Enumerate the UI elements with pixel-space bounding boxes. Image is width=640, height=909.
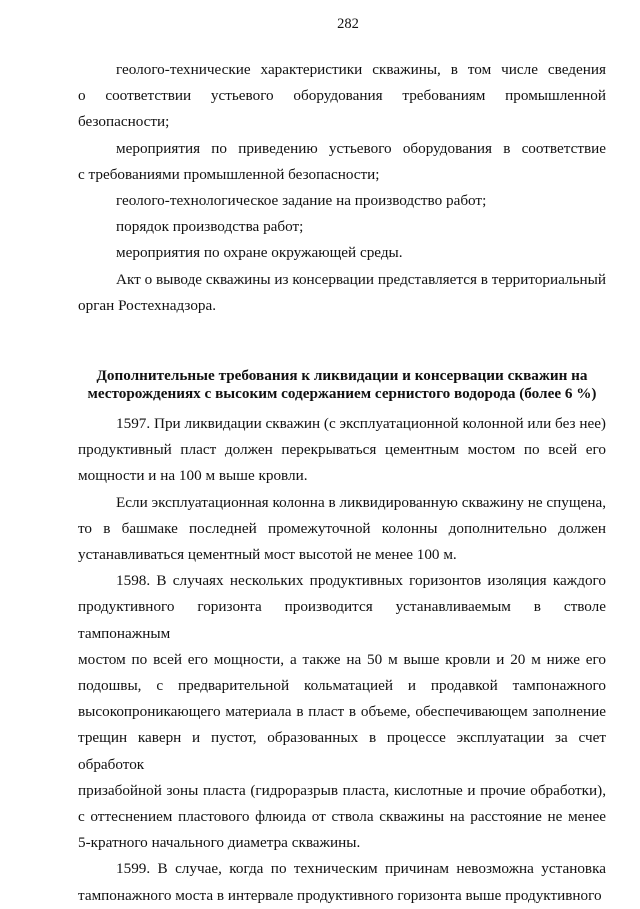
text-line: 1599. В случае, когда по техническим причинам невозможна установка bbox=[116, 860, 606, 878]
paragraph bbox=[78, 490, 606, 569]
text-line: призабойной зоны пласта (гидроразрыв пласта, кислотные и прочие обработки), bbox=[78, 781, 606, 799]
text-line: порядок производства работ; bbox=[116, 218, 304, 236]
text-line: устанавливаться цементный мост высотой не менее 100 м. bbox=[78, 546, 457, 564]
text-line: о соответствии устьевого оборудования требованиям промышленной bbox=[78, 87, 606, 105]
text-line: с оттеснением пластового флюида от ствола скважины на расстояние не менее bbox=[78, 808, 606, 826]
text-line: с требованиями промышленной безопасности; bbox=[78, 165, 380, 183]
text-line: безопасности; bbox=[78, 113, 170, 131]
text-line: подошвы, с предварительной кольматацией и продавкой тампонажного bbox=[78, 677, 606, 695]
text-line: мероприятия по охране окружающей среды. bbox=[116, 244, 403, 262]
page-number: 282 bbox=[337, 16, 359, 32]
text-line: трещин каверн и пустот, образованных в процессе эксплуатации за счет обработок bbox=[78, 729, 606, 773]
paragraphs-after bbox=[78, 411, 606, 909]
paragraph bbox=[78, 214, 606, 240]
text-line: Если эксплуатационная колонна в ликвидированную скважину не спущена, bbox=[116, 493, 606, 511]
text-line: 5-кратного начального диаметра скважины. bbox=[78, 834, 361, 852]
section-heading-line-2: месторождениях с высоким содержанием сернистого водорода (более 6 %) bbox=[87, 385, 597, 403]
text-line: мощности и на 100 м выше кровли. bbox=[78, 467, 308, 485]
section-heading bbox=[78, 367, 606, 403]
text-line: высокопроникающего материала в пласт в объеме, обеспечивающем заполнение bbox=[78, 703, 606, 721]
paragraphs-before bbox=[78, 57, 606, 319]
paragraph bbox=[78, 568, 606, 856]
paragraph bbox=[78, 136, 606, 188]
text-line: 1597. При ликвидации скважин (с эксплуатационной колонной или без нее) bbox=[116, 415, 606, 433]
text-line: мероприятия по приведению устьевого оборудования в соответствие bbox=[116, 139, 606, 157]
paragraph bbox=[78, 240, 606, 266]
text-line: геолого-технические характеристики скважины, в том числе сведения bbox=[116, 61, 606, 78]
paragraph bbox=[78, 411, 606, 490]
text-line: то в башмаке последней промежуточной колонны дополнительно должен bbox=[78, 519, 606, 537]
text-line: продуктивный пласт должен перекрываться цементным мостом по всей его bbox=[78, 441, 606, 459]
text-line: 1598. В случаях нескольких продуктивных горизонтов изоляция каждого bbox=[116, 572, 606, 590]
text-line: геолого-технологическое задание на производство работ; bbox=[116, 192, 487, 210]
paragraph bbox=[78, 57, 606, 136]
paragraph bbox=[78, 856, 606, 908]
paragraph bbox=[78, 188, 606, 214]
text-line: орган Ростехнадзора. bbox=[78, 296, 217, 314]
paragraph bbox=[78, 267, 606, 319]
section-heading-line-1: Дополнительные требования к ликвидации и консервации скважин на bbox=[96, 367, 588, 385]
text-line: тампонажного моста в интервале продуктивного горизонта выше продуктивного bbox=[78, 886, 602, 904]
text-line: мостом по всей его мощности, а также на 50 м выше кровли и 20 м ниже его bbox=[78, 650, 606, 668]
text-line: Акт о выводе скважины из консервации представляется в территориальный bbox=[116, 270, 606, 288]
text-line: продуктивного горизонта производится устанавливаемым в стволе тампонажным bbox=[78, 598, 606, 642]
